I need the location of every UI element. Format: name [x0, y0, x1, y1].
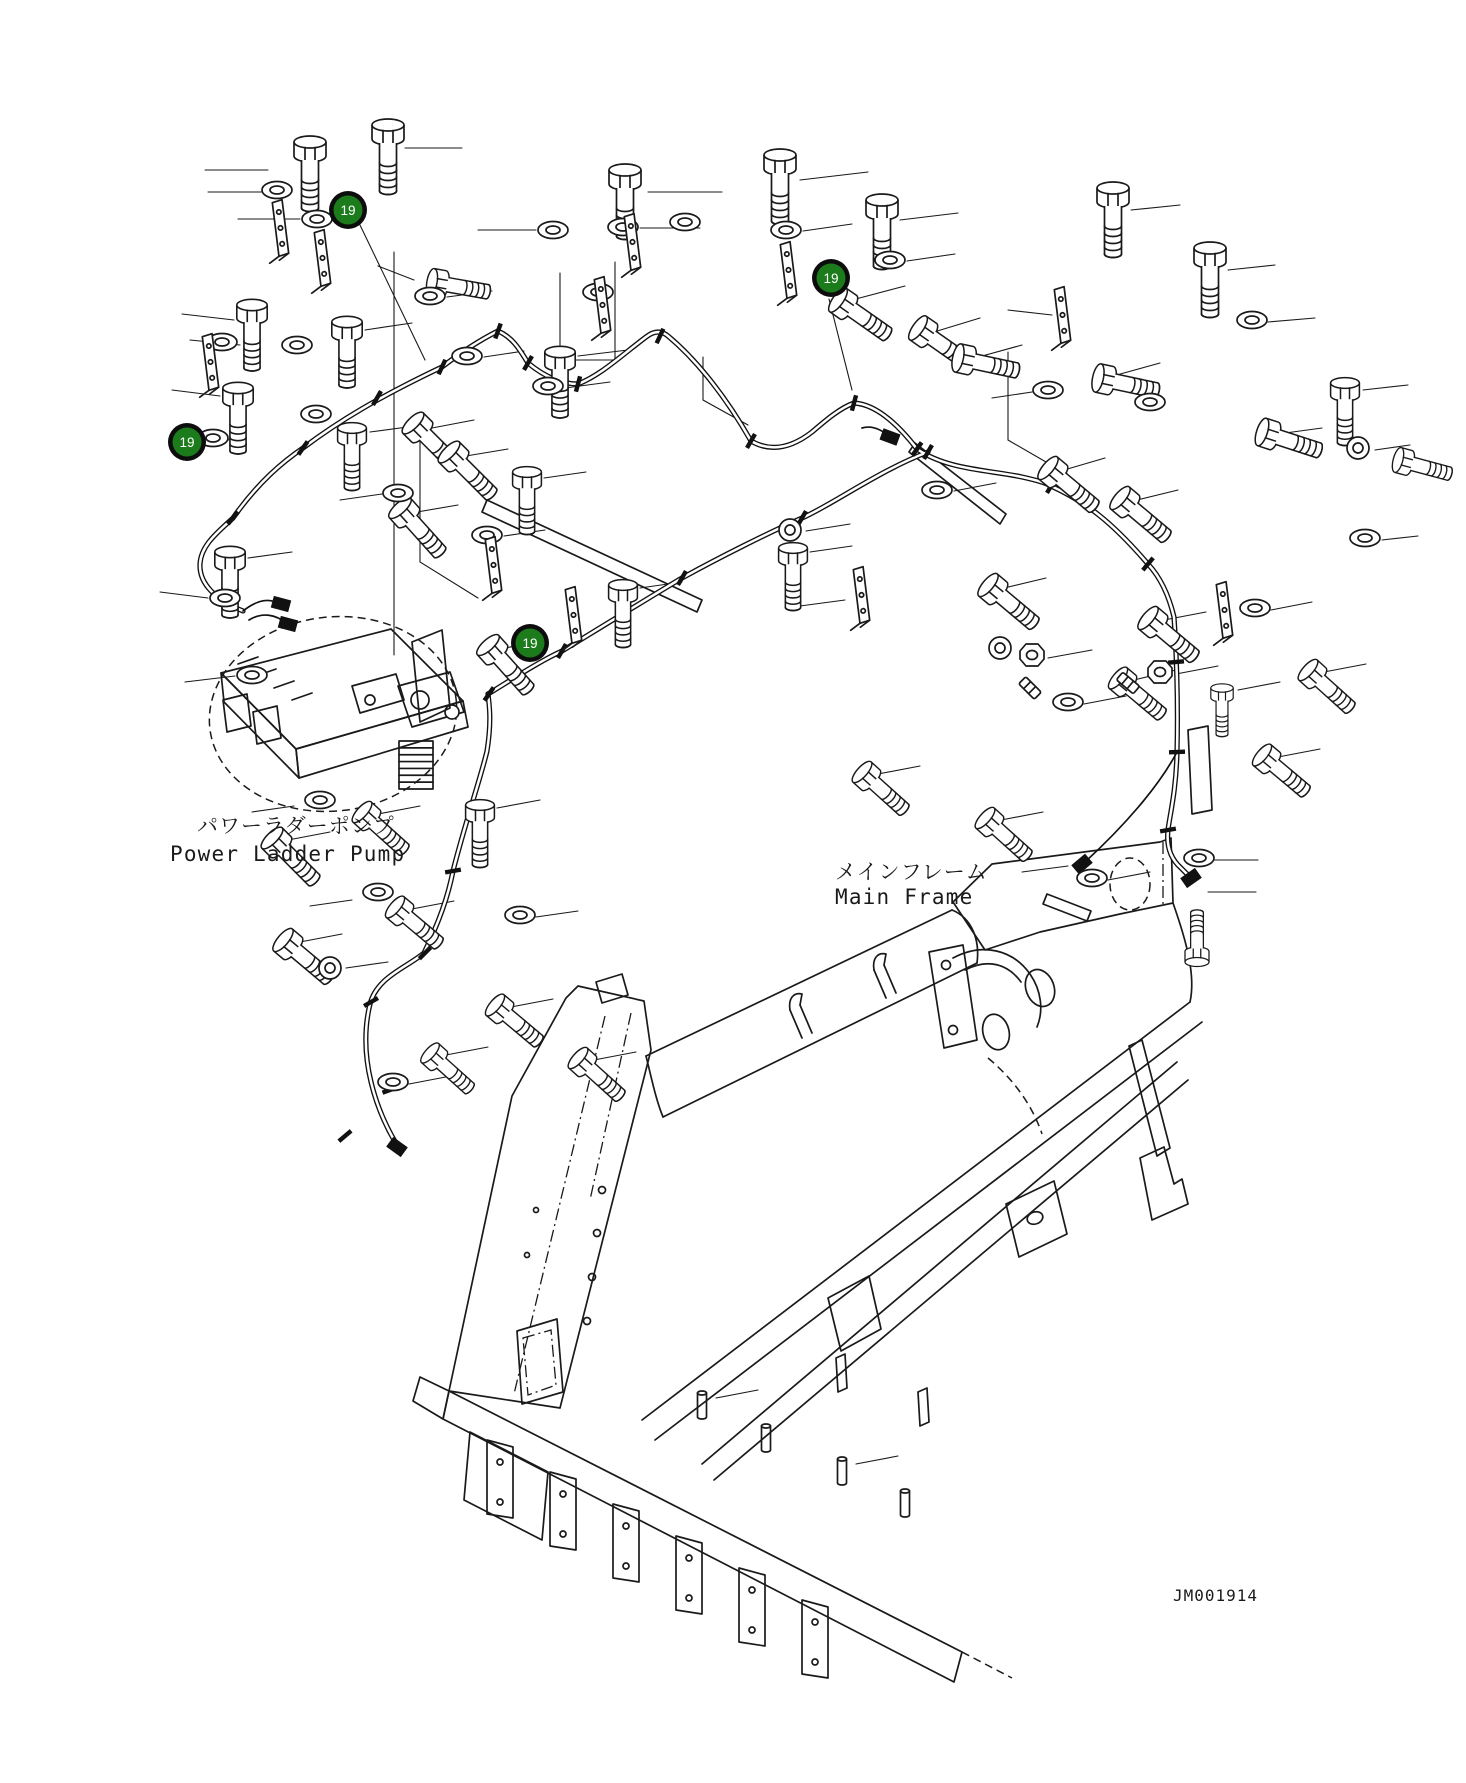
- hex-bolt: [609, 580, 638, 648]
- frame-edge: [965, 964, 1021, 982]
- leader-line: [878, 766, 920, 774]
- washer: [533, 378, 563, 395]
- leader-line: [1164, 612, 1206, 620]
- leader-line: [417, 505, 458, 512]
- hex-bolt: [849, 758, 915, 821]
- frame-dashed-edge: [988, 1058, 1042, 1134]
- hex-nut: [1148, 661, 1172, 683]
- frame-dashed-edge: [962, 1652, 1012, 1678]
- frame-edge: [1140, 1147, 1188, 1220]
- leader-line: [803, 224, 852, 231]
- l-bracket: [476, 537, 502, 601]
- washer: [779, 519, 801, 541]
- leader-line: [511, 999, 553, 1007]
- hex-bolt: [1331, 378, 1360, 446]
- leader-line: [412, 901, 454, 909]
- callout-badge[interactable]: [168, 423, 206, 461]
- leader-line: [1363, 385, 1408, 390]
- frame-edge: [464, 1432, 548, 1540]
- harness-connector: [879, 428, 900, 445]
- leader-line: [346, 962, 388, 968]
- callout-badge[interactable]: [329, 191, 367, 229]
- frame-bolt-hole: [594, 1230, 601, 1237]
- hex-bolt: [1252, 417, 1326, 465]
- pump-grille: [399, 741, 433, 789]
- hex-bolt: [1194, 242, 1226, 318]
- leader-polyline: [703, 357, 748, 425]
- frame-edge: [642, 1002, 1190, 1420]
- leader-line: [1382, 536, 1418, 540]
- leader-line: [1268, 318, 1315, 322]
- leader-line: [1137, 490, 1178, 500]
- hex-bolt: [779, 543, 808, 611]
- hex-bolt: [764, 149, 796, 225]
- main-frame-linework: [413, 838, 1202, 1682]
- leader-line: [907, 254, 955, 261]
- pump-edge: [352, 674, 404, 713]
- washer: [210, 590, 240, 607]
- hex-bolt: [950, 343, 1022, 385]
- l-bracket: [1045, 287, 1071, 351]
- washer: [670, 214, 700, 231]
- leader-line: [466, 449, 508, 456]
- washer: [383, 485, 413, 502]
- label-frame-jp: メインフレーム: [835, 860, 988, 884]
- leader-line: [536, 911, 578, 917]
- leader-line: [806, 524, 850, 531]
- harness-clip: [1169, 750, 1185, 755]
- leader-line: [446, 1047, 488, 1055]
- washer: [378, 1074, 408, 1091]
- hex-bolt: [972, 804, 1038, 867]
- frame-hole: [1025, 1210, 1044, 1227]
- l-bracket: [263, 200, 289, 264]
- hex-bolt: [1185, 910, 1209, 967]
- l-bracket: [1207, 582, 1233, 646]
- leader-line: [544, 472, 586, 478]
- washer: [452, 348, 482, 365]
- washer: [1053, 694, 1083, 711]
- hanging-plate: [802, 1600, 828, 1678]
- washer: [262, 182, 292, 199]
- leader-line: [1022, 866, 1068, 872]
- callout-badge-number: 19: [179, 434, 195, 450]
- rail-pin: [901, 1489, 910, 1517]
- mount-plate: [482, 500, 702, 612]
- frame-hidden-edge: [523, 1330, 556, 1395]
- leader-line: [248, 552, 292, 558]
- frame-hole: [979, 1011, 1013, 1053]
- frame-edge: [646, 910, 952, 1056]
- frame-edge: [790, 994, 802, 1010]
- leader-line: [716, 1390, 758, 1398]
- frame-edge: [702, 1062, 1177, 1464]
- washer: [319, 957, 341, 979]
- pump-edge: [221, 673, 299, 778]
- label-pump-en: Power Ladder Pump: [170, 842, 406, 866]
- hex-bolt: [513, 467, 542, 535]
- washer: [1240, 600, 1270, 617]
- frame-edge: [596, 974, 628, 1003]
- leader-line: [1176, 666, 1218, 674]
- l-bracket: [771, 242, 797, 306]
- frame-edge: [443, 1391, 962, 1682]
- frame-edge: [646, 1056, 663, 1117]
- leader-line: [1238, 682, 1280, 690]
- leader-line: [900, 213, 958, 220]
- harness-clip: [1168, 659, 1184, 665]
- harness-cable-core: [200, 331, 1191, 878]
- hex-bolt: [482, 991, 549, 1053]
- leader-line: [1064, 458, 1105, 470]
- frame-edge: [517, 1319, 563, 1404]
- hex-bolt: [1249, 741, 1316, 803]
- callout-badge-number: 19: [340, 202, 356, 218]
- frame-edge: [655, 1022, 1202, 1440]
- washer: [301, 406, 331, 423]
- leader-line: [852, 286, 905, 300]
- hex-bolt: [332, 316, 362, 388]
- label-frame-en: Main Frame: [835, 885, 974, 909]
- hex-bolt: [1107, 483, 1178, 549]
- callout-badge-number: 19: [823, 270, 839, 286]
- leader-line: [1001, 812, 1043, 820]
- leader-line: [1113, 363, 1160, 376]
- hex-bolt: [1035, 453, 1106, 519]
- pump-edge: [253, 706, 281, 744]
- leader-line: [800, 600, 845, 606]
- harness-connector: [386, 1137, 408, 1157]
- callout-badges: [168, 191, 850, 662]
- hex-bolt: [435, 438, 503, 506]
- leader-line: [160, 592, 208, 598]
- washer: [875, 252, 905, 269]
- l-bracket: [556, 587, 582, 651]
- hex-bolt: [294, 136, 326, 212]
- hex-bolt: [1211, 684, 1233, 737]
- hex-bolt: [223, 382, 253, 454]
- washer: [1237, 312, 1267, 329]
- leader-line: [1271, 602, 1312, 610]
- frame-hidden-edge: [590, 1013, 631, 1200]
- frame-edge: [953, 838, 1173, 950]
- frame-bolt-hole: [525, 1253, 530, 1258]
- leader-line: [378, 806, 420, 814]
- washer: [1077, 870, 1107, 887]
- pump-fitting: [411, 691, 429, 709]
- harness-clip: [226, 510, 240, 525]
- leader-line: [310, 900, 352, 906]
- leader-line: [1108, 872, 1150, 880]
- frame-hole: [1110, 858, 1150, 910]
- leader-line: [1008, 310, 1052, 315]
- harness-connector: [271, 596, 291, 612]
- washer: [415, 288, 445, 305]
- washer: [1347, 437, 1369, 459]
- washer: [989, 637, 1011, 659]
- washer: [1033, 382, 1063, 399]
- washer: [1184, 850, 1214, 867]
- hex-bolt: [1295, 656, 1361, 719]
- hex-bolt: [386, 494, 453, 564]
- leader-line: [300, 934, 342, 942]
- hex-bolt: [1390, 446, 1455, 486]
- hex-bolt: [1097, 182, 1129, 258]
- harness-connector: [278, 616, 298, 632]
- washer: [505, 907, 535, 924]
- frame-edge: [918, 1388, 929, 1426]
- washer: [538, 222, 568, 239]
- washer: [771, 222, 801, 239]
- hex-bolt: [466, 800, 495, 868]
- hex-bolt: [372, 119, 404, 195]
- leader-line: [409, 1076, 451, 1084]
- frame-edge: [874, 954, 886, 970]
- hanging-plate: [550, 1472, 576, 1550]
- washer: [922, 482, 952, 499]
- drawing-number: JM001914: [1173, 1586, 1259, 1605]
- spacer: [1019, 677, 1042, 700]
- frame-edge: [663, 963, 977, 1117]
- frame-bolt-hole: [949, 1026, 958, 1035]
- rail-pin: [838, 1457, 847, 1485]
- frame-bolt-hole: [599, 1187, 606, 1194]
- frame-edge: [413, 1377, 449, 1419]
- leader-line: [1131, 205, 1180, 210]
- frame-bolt-hole: [584, 1318, 591, 1325]
- leader-line: [1048, 650, 1092, 658]
- mount-plate: [1188, 726, 1212, 814]
- leader-line: [182, 314, 234, 320]
- frame-bolt-hole: [534, 1208, 539, 1213]
- frame-edge: [714, 1080, 1188, 1480]
- leader-line: [365, 323, 412, 330]
- frame-edge: [1006, 1181, 1067, 1257]
- leader-line: [1004, 578, 1046, 588]
- frame-edge: [790, 1005, 812, 1038]
- washer: [363, 884, 393, 901]
- hanging-plate: [613, 1504, 639, 1582]
- leader-line: [934, 318, 980, 332]
- leader-line: [497, 800, 540, 808]
- callout-badge[interactable]: [812, 259, 850, 297]
- leader-line: [992, 392, 1032, 398]
- frame-edge: [449, 986, 651, 1408]
- washer: [305, 792, 335, 809]
- leader-line: [1228, 265, 1275, 270]
- leader-line: [810, 546, 852, 552]
- leader-line: [1278, 749, 1320, 757]
- washer: [282, 337, 312, 354]
- washer: [1135, 394, 1165, 411]
- washer: [237, 667, 267, 684]
- pump-fitting: [365, 695, 375, 705]
- washer: [1350, 530, 1380, 547]
- frame-bolt-hole: [942, 961, 951, 970]
- hex-bolt: [418, 1040, 480, 1099]
- leader-line: [594, 1052, 636, 1060]
- hex-nut: [1020, 644, 1044, 666]
- hanging-plate: [676, 1536, 702, 1614]
- frame-edge: [1043, 894, 1091, 921]
- callout-badge-number: 19: [522, 635, 538, 651]
- l-bracket: [305, 230, 331, 294]
- l-bracket: [844, 567, 870, 631]
- harness-cable: [200, 331, 1191, 878]
- frame-edge: [929, 945, 977, 1048]
- callout-badge[interactable]: [511, 624, 549, 662]
- pump-edge: [221, 629, 463, 749]
- leader-line: [252, 806, 294, 812]
- leader-line: [340, 494, 382, 500]
- hex-bolt: [565, 1044, 631, 1107]
- harness-clip: [337, 1129, 352, 1143]
- hanging-plate: [739, 1568, 765, 1646]
- hex-bolt: [1135, 603, 1206, 669]
- leader-line: [1324, 664, 1366, 672]
- leader-line: [856, 1456, 898, 1464]
- label-pump-jp: パワーラダーポンプ: [197, 814, 395, 838]
- leader-line: [432, 420, 474, 428]
- hex-bolt: [237, 299, 267, 371]
- leader-line: [800, 172, 868, 180]
- hex-bolt: [338, 423, 367, 491]
- pump-fitting: [445, 705, 459, 719]
- frame-edge: [874, 965, 896, 998]
- washer: [302, 211, 332, 228]
